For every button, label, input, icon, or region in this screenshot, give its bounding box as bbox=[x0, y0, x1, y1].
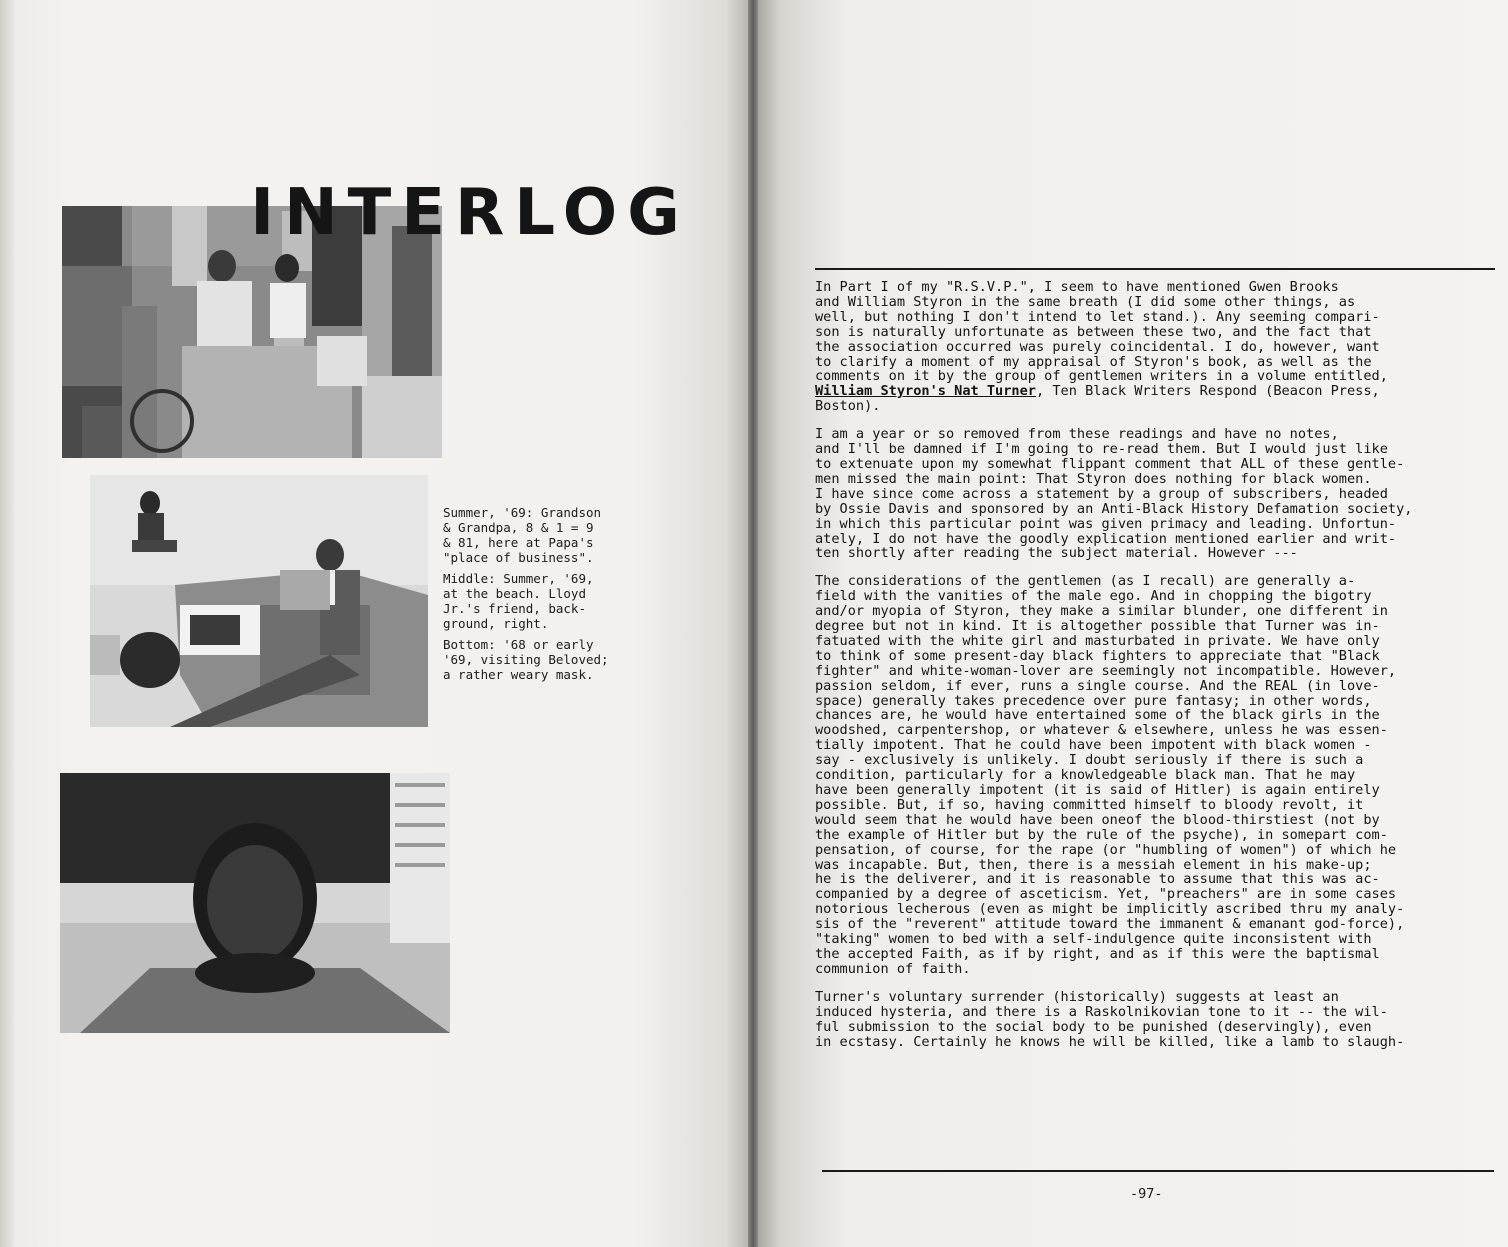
paragraph-2: I am a year or so removed from these readings and have no notes, and I'll be damned if I'm going to re-read them. But I would just like to extenuate upon my somewhat flippant comment that ALL of these gentle- men missed the main point: That Styron does nothing for black women. I have since come across a statement by a group of subscribers, headed by Ossie Davis and sponsored by an Anti-Black History Defamation society, in which this particular point was given primacy and leading. Unfortun- ately, I do not have the goodly explication mentioned earlier and writ- ten shortly after reading the subject material. However --- bbox=[815, 426, 1413, 562]
page-number: -97- bbox=[1130, 1186, 1163, 1202]
photo-caption bbox=[443, 505, 668, 688]
heading-text: INTERLOG bbox=[250, 176, 690, 246]
caption-top: Summer, '69: Grandson & Grandpa, 8 & 1 = 9 & 81, here at Papa's "place of business". bbox=[443, 505, 602, 565]
interlog-heading bbox=[180, 176, 760, 246]
photo-portrait bbox=[60, 773, 450, 1033]
paragraph-1-end: , Ten Black Writers Respond (Beacon Press, Boston). bbox=[815, 383, 1380, 415]
caption-middle: Middle: Summer, '69, at the beach. Lloyd Jr.'s friend, back- ground, right. bbox=[443, 571, 594, 631]
book-title: William Styron's Nat Turner bbox=[815, 383, 1036, 400]
paragraph-1-text: In Part I of my "R.S.V.P.", I seem to have mentioned Gwen Brooks and William Styron in the same breath (I did some other things, as well, but nothing I don't intend to let stand.). Any seeming compari- son is naturally unfortunate as between these two, and the fact that the association occurred was purely coincidental. I do, however, want to clarify a moment of my appraisal of Styron's book, as well as the comments on it by the group of gentlemen writers in a volume entitled, bbox=[815, 279, 1388, 385]
photo-beach bbox=[90, 475, 428, 727]
page-edge bbox=[0, 0, 14, 1247]
caption-bottom: Bottom: '68 or early '69, visiting Beloved; a rather weary mask. bbox=[443, 637, 609, 682]
article-body bbox=[815, 280, 1490, 1062]
bottom-rule bbox=[822, 1170, 1494, 1172]
paragraph-1 bbox=[815, 280, 1490, 414]
paragraph-4: Turner's voluntary surrender (historically) suggests at least an induced hysteria, and there is a Raskolnikovian tone to it -- the wil- ful submission to the social body to be punished (deservingly), even in ecstasy. Certainly he knows he will be killed, like a lamb to slaugh- bbox=[815, 988, 1405, 1050]
paragraph-3: The considerations of the gentlemen (as I recall) are generally a- field with the vanities of the male ego. And in chopping the bigotry and/or myopia of Styron, they make a similar blunder, one different in degree but not in kind. It is altogether possible that Turner was in- fatuated with the white girl and masturbated in private. We have only to think of some present-day black fighters to appreciate that "Black fighter" and white-woman-lover are seemingly not incompatible. However, passion seldom, if ever, runs a single course. And the REAL (in love- space) generally takes precedence over pure fantasy; in other words, chances are, he would have entertained some of the black girls in the woodshed, carpentershop, or whatever & elsewhere, unless he was essen- tially impotent. That he could have been impotent with black women - say - exclusively is unlikely. I doubt seriously if there is such a condition, particularly for a knowledgeable black man. That he may have been generally impotent (it is said of Hitler) is again entirely possible. But, if so, having committed himself to bloody revolt, it would seem that he would have been oneof the blood-thirstiest (not by the example of Hitler but by the rule of the psyche), in somepart com- pensation, of course, for the rape (or "humbling of women") of which he was incapable. But, then, there is a messiah element in his make-up; he is the deliverer, and it is reasonable to assume that this was ac- companied by a degree of asceticism. Yet, "preachers" are in some cases notorious lecherous (even as might be implicitly ascribed thru my analy- sis of the "reverent" attitude toward the immanent & emanant god-force), "taking" women to bed with a self-indulgence quite inconsistent with the accepted Faith, as if by right, and as if this were the baptismal communion of faith. bbox=[815, 573, 1405, 977]
top-rule bbox=[815, 268, 1495, 270]
